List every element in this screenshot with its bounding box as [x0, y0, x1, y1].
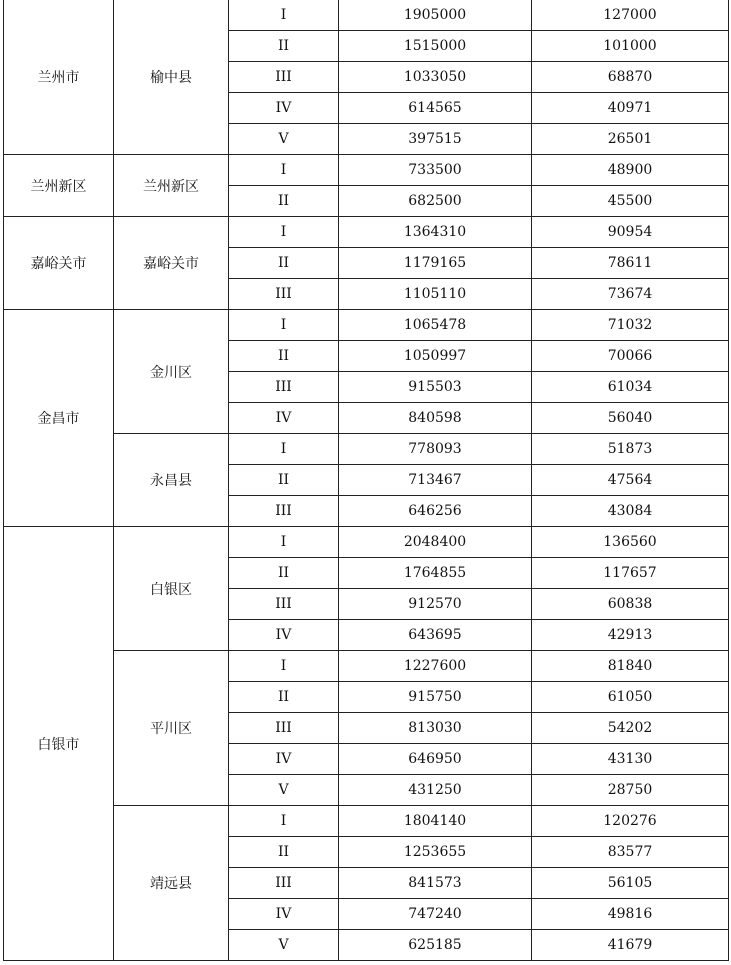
grade-cell: IV — [229, 744, 339, 775]
table-row — [4, 310, 729, 341]
value-a-cell: 625185 — [339, 930, 532, 961]
grade-cell: II — [229, 837, 339, 868]
value-b-cell: 81840 — [532, 651, 729, 682]
value-b-cell: 41679 — [532, 930, 729, 961]
value-b-cell: 60838 — [532, 589, 729, 620]
district-cell: 金川区 — [114, 310, 229, 434]
grade-cell: II — [229, 682, 339, 713]
value-b-cell: 28750 — [532, 775, 729, 806]
value-a-cell: 713467 — [339, 465, 532, 496]
district-cell: 榆中县 — [114, 0, 229, 155]
value-b-cell: 43130 — [532, 744, 729, 775]
table-row — [4, 217, 729, 248]
grade-cell: II — [229, 248, 339, 279]
value-b-cell: 43084 — [532, 496, 729, 527]
value-b-cell: 127000 — [532, 0, 729, 31]
value-a-cell: 1050997 — [339, 341, 532, 372]
grade-cell: IV — [229, 93, 339, 124]
value-a-cell: 397515 — [339, 124, 532, 155]
district-cell: 白银区 — [114, 527, 229, 651]
grade-cell: I — [229, 217, 339, 248]
grade-cell: V — [229, 124, 339, 155]
value-b-cell: 54202 — [532, 713, 729, 744]
grade-cell: I — [229, 155, 339, 186]
value-b-cell: 83577 — [532, 837, 729, 868]
value-b-cell: 78611 — [532, 248, 729, 279]
district-cell: 永昌县 — [114, 434, 229, 527]
grade-cell: III — [229, 279, 339, 310]
city-cell: 白银市 — [4, 527, 114, 961]
value-a-cell: 840598 — [339, 403, 532, 434]
grade-cell: III — [229, 372, 339, 403]
grade-cell: II — [229, 186, 339, 217]
value-b-cell: 47564 — [532, 465, 729, 496]
value-a-cell: 1764855 — [339, 558, 532, 589]
value-a-cell: 1033050 — [339, 62, 532, 93]
value-a-cell: 682500 — [339, 186, 532, 217]
value-a-cell: 813030 — [339, 713, 532, 744]
city-cell: 金昌市 — [4, 310, 114, 527]
value-b-cell: 117657 — [532, 558, 729, 589]
value-a-cell: 778093 — [339, 434, 532, 465]
value-b-cell: 45500 — [532, 186, 729, 217]
grade-cell: I — [229, 0, 339, 31]
value-a-cell: 912570 — [339, 589, 532, 620]
value-a-cell: 2048400 — [339, 527, 532, 558]
value-b-cell: 71032 — [532, 310, 729, 341]
grade-cell: V — [229, 930, 339, 961]
grade-cell: III — [229, 589, 339, 620]
value-b-cell: 51873 — [532, 434, 729, 465]
table-row — [4, 527, 729, 558]
table-row — [4, 0, 729, 31]
grade-cell: IV — [229, 899, 339, 930]
value-a-cell: 841573 — [339, 868, 532, 899]
value-b-cell: 26501 — [532, 124, 729, 155]
value-a-cell: 1065478 — [339, 310, 532, 341]
value-b-cell: 56040 — [532, 403, 729, 434]
value-b-cell: 61050 — [532, 682, 729, 713]
grade-cell: IV — [229, 403, 339, 434]
value-a-cell: 915503 — [339, 372, 532, 403]
grade-cell: I — [229, 434, 339, 465]
value-a-cell: 646950 — [339, 744, 532, 775]
grade-cell: III — [229, 496, 339, 527]
value-a-cell: 1515000 — [339, 31, 532, 62]
value-a-cell: 1105110 — [339, 279, 532, 310]
district-cell: 靖远县 — [114, 806, 229, 961]
grade-cell: II — [229, 558, 339, 589]
value-b-cell: 40971 — [532, 93, 729, 124]
value-a-cell: 915750 — [339, 682, 532, 713]
value-b-cell: 49816 — [532, 899, 729, 930]
value-a-cell: 1253655 — [339, 837, 532, 868]
city-cell: 兰州新区 — [4, 155, 114, 217]
price-table-body — [4, 0, 729, 961]
district-cell: 平川区 — [114, 651, 229, 806]
value-a-cell: 646256 — [339, 496, 532, 527]
city-cell: 兰州市 — [4, 0, 114, 155]
value-a-cell: 1905000 — [339, 0, 532, 31]
value-a-cell: 1179165 — [339, 248, 532, 279]
grade-cell: I — [229, 310, 339, 341]
grade-cell: III — [229, 62, 339, 93]
value-b-cell: 120276 — [532, 806, 729, 837]
value-a-cell: 733500 — [339, 155, 532, 186]
value-a-cell: 614565 — [339, 93, 532, 124]
table-row — [4, 155, 729, 186]
value-b-cell: 90954 — [532, 217, 729, 248]
value-a-cell: 643695 — [339, 620, 532, 651]
grade-cell: V — [229, 775, 339, 806]
district-cell: 嘉峪关市 — [114, 217, 229, 310]
grade-cell: IV — [229, 620, 339, 651]
city-cell: 嘉峪关市 — [4, 217, 114, 310]
value-b-cell: 61034 — [532, 372, 729, 403]
value-b-cell: 136560 — [532, 527, 729, 558]
value-b-cell: 70066 — [532, 341, 729, 372]
price-table — [3, 0, 729, 961]
grade-cell: III — [229, 713, 339, 744]
grade-cell: II — [229, 465, 339, 496]
value-b-cell: 101000 — [532, 31, 729, 62]
value-b-cell: 56105 — [532, 868, 729, 899]
value-a-cell: 1227600 — [339, 651, 532, 682]
value-a-cell: 1804140 — [339, 806, 532, 837]
grade-cell: II — [229, 341, 339, 372]
value-b-cell: 48900 — [532, 155, 729, 186]
grade-cell: I — [229, 806, 339, 837]
district-cell: 兰州新区 — [114, 155, 229, 217]
value-b-cell: 42913 — [532, 620, 729, 651]
grade-cell: I — [229, 651, 339, 682]
value-a-cell: 431250 — [339, 775, 532, 806]
value-b-cell: 68870 — [532, 62, 729, 93]
value-a-cell: 1364310 — [339, 217, 532, 248]
value-a-cell: 747240 — [339, 899, 532, 930]
grade-cell: II — [229, 31, 339, 62]
grade-cell: I — [229, 527, 339, 558]
grade-cell: III — [229, 868, 339, 899]
value-b-cell: 73674 — [532, 279, 729, 310]
